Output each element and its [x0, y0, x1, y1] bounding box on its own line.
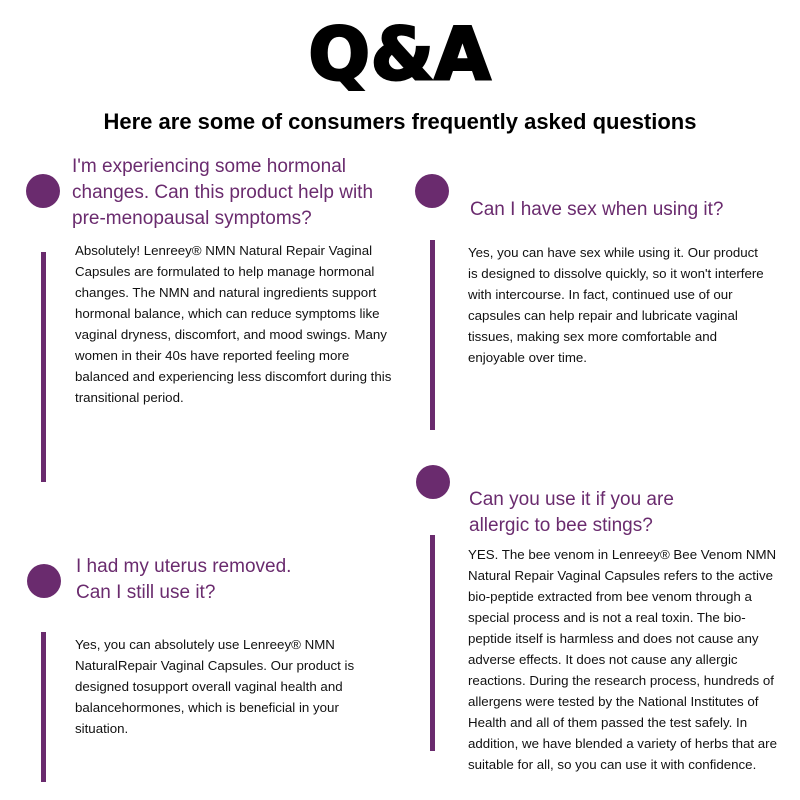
bullet-dot-icon [416, 465, 450, 499]
accent-bar [41, 252, 46, 482]
accent-bar [430, 535, 435, 751]
page-subtitle: Here are some of consumers frequently asked questions [103, 109, 697, 134]
faq-answer: Yes, you can absolutely use Lenreey® NMN NaturalRepair Vaginal Capsules. Our product is designed tosupport overall vaginal health and balancehormones, which is beneficial in your situation. [75, 637, 355, 736]
faq-answer: YES. The bee venom in Lenreey® Bee Venom NMN Natural Repair Vaginal Capsules refers to the active bio-peptide extracted from bee venom through a special process and is not a real toxin. The bio-peptide itself is harmless and does not cause any adverse effects. It does not cause any allergic reactions. During the research process, hundreds of allergens were tested by the National Institutes of Health and all of them passed the test safely. In addition, we have blended a variety of herbs that are suitable for all, so you can use it with confidence. [468, 547, 777, 772]
faq-answer: Yes, you can have sex while using it. Our product is designed to dissolve quickly, so it won't interfere with intercourse. In fact, continued use of our capsules can help repair and lubricate vaginal tissues, making sex more comfortable and enjoyable over time. [468, 245, 764, 365]
accent-bar [430, 240, 435, 430]
faq-question: Can I have sex when using it? [470, 199, 724, 220]
faq-question: I had my uterus removed. Can I still use it? [76, 556, 292, 603]
faq-question: I'm experiencing some hormonal changes. Can this product help with pre-menopausal symptoms? [72, 156, 374, 229]
faq-question: Can you use it if you are allergic to bee stings? [469, 489, 674, 536]
bullet-dot-icon [26, 174, 60, 208]
accent-bar [41, 632, 46, 782]
page-title: Q&A [308, 12, 492, 96]
faq-answer: Absolutely! Lenreey® NMN Natural Repair Vaginal Capsules are formulated to help manage hormonal changes. The NMN and natural ingredients support hormonal balance, which can reduce symptoms like vaginal dryness, discomfort, and mood swings. Many women in their 40s have reported feeling more balanced and experiencing less discomfort during this transitional period. [75, 243, 392, 405]
bullet-dot-icon [27, 564, 61, 598]
bullet-dot-icon [415, 174, 449, 208]
